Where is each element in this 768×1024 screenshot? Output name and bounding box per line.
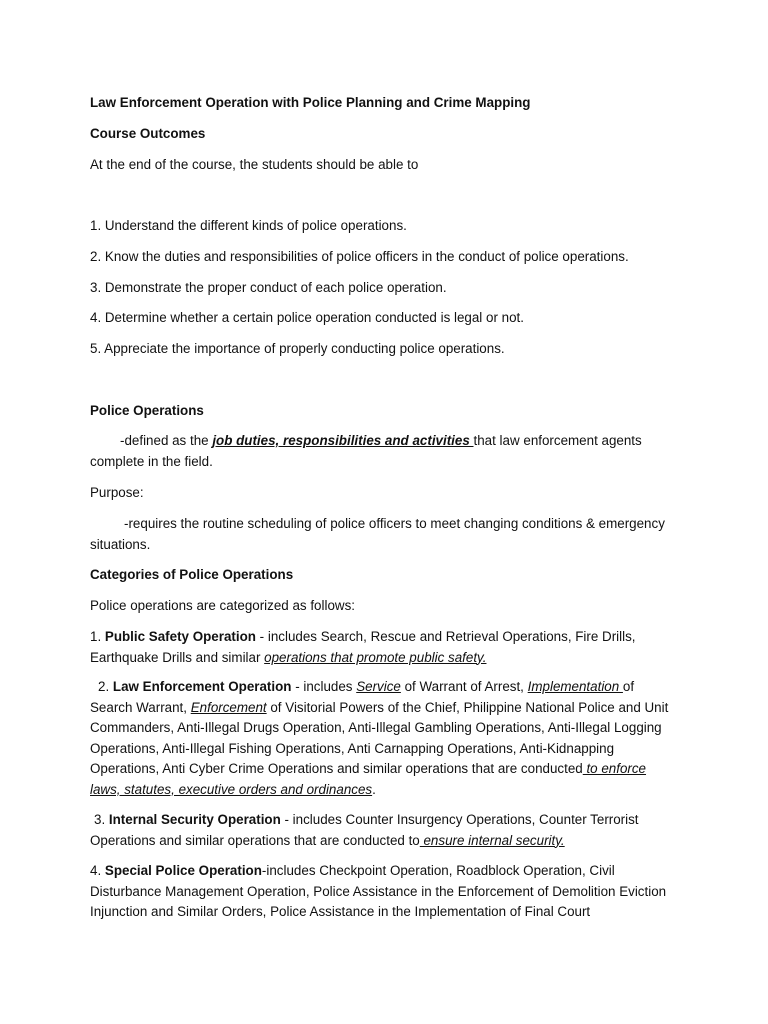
category-number: 4. xyxy=(90,863,105,878)
outcome-item: 4. Determine whether a certain police operation conducted is legal or not. xyxy=(90,310,524,325)
category-text: of Visitorial Powers of the Chief, Philippine National Police and Unit Commanders, Anti-Illegal Drugs Operation, Anti-Illegal Gambling Operations, Anti-Illegal Logging Operations, Anti-Illegal Fishing Operations, Anti Carnapping Operations, Anti-Kidnapping Operations, Anti Cyber Crime Operations and similar operations that are conducted xyxy=(90,699,669,776)
document-title: Law Enforcement Operation with Police Planning and Crime Mapping xyxy=(90,95,531,110)
purpose-heading: Purpose: xyxy=(90,485,144,500)
category-text: - includes xyxy=(291,679,357,694)
category-emphasis: Implementation xyxy=(527,679,623,694)
category-emphasis: ensure internal security. xyxy=(419,832,565,848)
categories-intro: Police operations are categorized as follows: xyxy=(90,598,355,613)
category-name: Public Safety Operation xyxy=(104,629,256,644)
outcome-item: 2. Know the duties and responsibilities of police officers in the conduct of police operations. xyxy=(90,249,629,264)
category-text: - includes Counter Insurgency Operations, Counter Terrorist Operations and similar operations that are conducted to xyxy=(90,812,639,848)
category-number: 2. xyxy=(98,679,113,694)
outcome-item: 5. Appreciate the importance of properly conducting police operations. xyxy=(90,341,505,356)
category-law-enforcement xyxy=(90,677,678,800)
category-text: . xyxy=(372,781,376,797)
outcomes-intro: At the end of the course, the students should be able to xyxy=(90,157,419,172)
category-special-police xyxy=(90,861,678,923)
police-operations-heading: Police Operations xyxy=(90,403,204,418)
category-emphasis: Enforcement xyxy=(190,699,267,715)
category-text: -includes Checkpoint Operation, Roadblock Operation, Civil Disturbance Management Operation, Police Assistance in the Enforcement of Demolition Eviction Injunction and Similar Orders, Police Assistance in the Implementation of Final Court xyxy=(90,863,667,919)
outcome-item: 1. Understand the different kinds of police operations. xyxy=(90,218,407,233)
category-text: of Search Warrant, xyxy=(90,679,635,715)
category-emphasis: to enforce laws, statutes, executive orders and ordinances xyxy=(90,761,647,797)
category-emphasis: Service xyxy=(356,679,401,694)
course-outcomes-heading: Course Outcomes xyxy=(90,126,206,141)
definition-emphasis: job duties, responsibilities and activities xyxy=(212,433,474,448)
category-public-safety xyxy=(90,627,678,668)
category-emphasis: operations that promote public safety. xyxy=(264,649,487,665)
category-name: Law Enforcement Operation xyxy=(112,679,292,694)
category-internal-security xyxy=(90,810,678,851)
category-name: Internal Security Operation xyxy=(108,812,281,827)
category-text: - includes Search, Rescue and Retrieval Operations, Fire Drills, Earthquake Drills and similar xyxy=(90,629,636,665)
category-number: 3. xyxy=(94,812,109,827)
outcome-item: 3. Demonstrate the proper conduct of each police operation. xyxy=(90,280,447,295)
definition-suffix: that law enforcement agents complete in the field. xyxy=(90,433,642,469)
category-name: Special Police Operation xyxy=(104,863,262,878)
definition-prefix: -defined as the xyxy=(120,433,213,448)
category-number: 1. xyxy=(90,629,105,644)
category-text: of Warrant of Arrest, xyxy=(400,679,528,694)
purpose-text: -requires the routine scheduling of police officers to meet changing conditions & emergency situations. xyxy=(90,516,665,552)
police-operations-definition xyxy=(90,431,678,472)
categories-heading: Categories of Police Operations xyxy=(90,567,294,582)
